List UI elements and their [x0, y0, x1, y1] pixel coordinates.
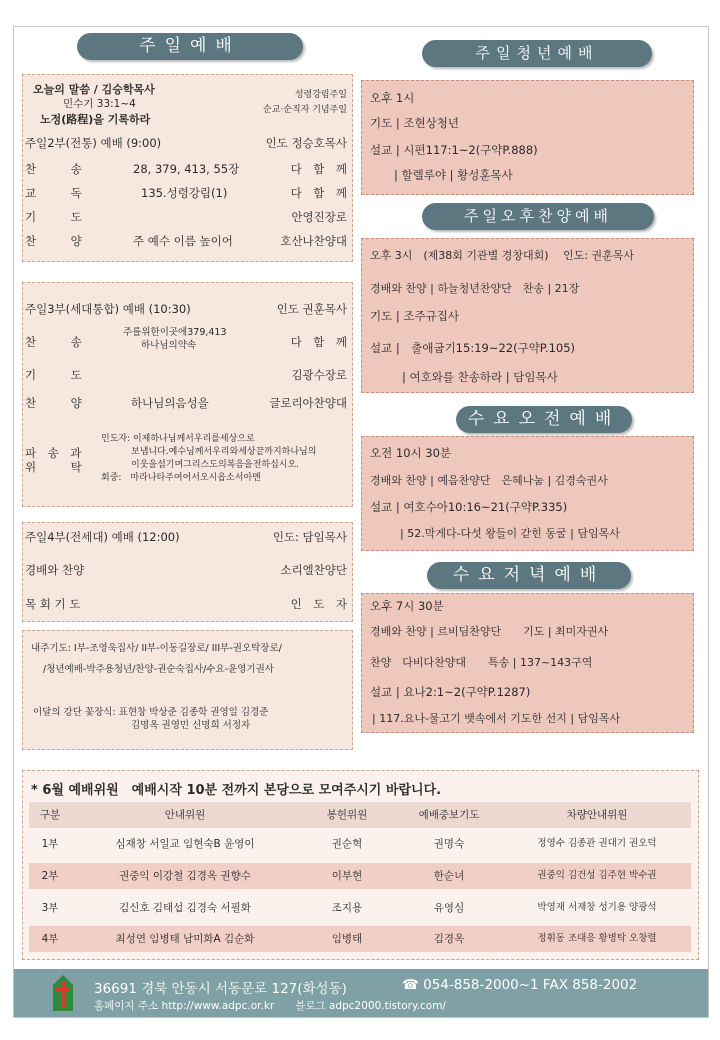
- church-address: 36691 경북 안동시 서동문로 127(화성동): [94, 981, 347, 997]
- wed-evening-line-1: 오후 7시 30분: [370, 599, 444, 613]
- s3-hymn-value-1: 주를위한이곳에379,413: [123, 327, 227, 338]
- table-header: [29, 802, 691, 828]
- prayer-list-2: /청년예배-박주용청년/찬양-권순숙집사/수요-윤영기권사: [43, 664, 274, 675]
- s3-praise-key: 찬 양: [25, 396, 82, 410]
- table-cell: 최성연 임병태 남미화A 김순화: [115, 933, 255, 945]
- wed-morning-line-2: 경배와 찬양 | 예음찬양단 은혜나눔 | 김경숙권사: [370, 474, 608, 487]
- youth-prayer: 기도 | 조현상청년: [370, 116, 459, 130]
- col-header: 안내위원: [164, 809, 206, 821]
- service3-header: 주일3부(세대통합) 예배 (10:30): [25, 302, 191, 316]
- s2-row-right: 다 함 께: [290, 162, 347, 176]
- s3-send-line-2: 보냅니다.예수님께서우리와세상끝까지하나님의: [131, 447, 317, 457]
- s3-send-key-2: 위 탁: [25, 460, 82, 474]
- afternoon-line-1: 오후 3시 (제38회 기관별 경창대회) 인도: 권훈목사: [370, 249, 635, 262]
- wed-morning-box: [361, 436, 694, 551]
- table-row: [29, 863, 691, 889]
- col-header: 봉헌위원: [326, 809, 368, 821]
- s2-row-value: 28, 379, 413, 55장: [133, 162, 240, 176]
- wed-evening-line-5: | 117.요나-물고기 뱃속에서 기도한 선지 | 담임목사: [372, 712, 621, 725]
- s3-send-line-3: 이웃을섬기며그리스도의복음을전하십시오.: [131, 460, 300, 470]
- s2-row-key: 찬 양: [25, 234, 82, 248]
- s2-row-key: 교 독: [25, 186, 82, 200]
- table-cell: 유영심: [433, 902, 465, 914]
- table-row: [29, 831, 691, 857]
- committee-table: [29, 802, 691, 952]
- col-header: 구분: [39, 809, 61, 821]
- s2-row-right: 호산나찬양대: [280, 234, 347, 248]
- table-cell: 1부: [41, 838, 59, 850]
- s3-pray-right: 김광수장로: [291, 368, 347, 382]
- table-cell: 권중익 이강철 김경옥 권향수: [119, 870, 251, 882]
- sermon-scripture: 민수기 33:1~4: [63, 98, 136, 110]
- afternoon-line-4: 설교 | 출애굽기15:19~22(구약P.105): [370, 341, 576, 355]
- table-cell: 박영재 서재창 성기용 양광석: [537, 902, 657, 913]
- afternoon-worship-box: [361, 238, 694, 393]
- s3-hymn-right: 다 함 께: [290, 335, 347, 349]
- table-cell: 2부: [41, 870, 59, 882]
- afternoon-worship-title: 주일오후찬양예배: [422, 203, 654, 230]
- sermon-title: 노정(路程)을 기록하라: [40, 113, 151, 126]
- service3-box: [22, 282, 353, 507]
- church-web[interactable]: 홈페이지 주소 http://www.adpc.or.kr 블로그 adpc2000.tistory.com/: [94, 1000, 446, 1012]
- church-logo-icon: [48, 973, 78, 1013]
- service2-header: 주일2부(전통) 예배 (9:00): [25, 136, 162, 150]
- flower-donors-1: 이달의 강단 꽃장식: 표현창 박상준 김종학 권영일 김경준: [33, 707, 269, 718]
- sunday-name-2: 순교·순직자 기념주일: [263, 105, 347, 115]
- notes-box: [22, 630, 353, 750]
- table-cell: 김경옥: [433, 933, 465, 945]
- s2-row-key: 찬 송: [25, 162, 82, 176]
- afternoon-line-2: 경배와 찬양 | 하늘청년찬양단 찬송 | 21장: [370, 282, 580, 295]
- youth-sermon: 설교 | 시편117:1~2(구약P.888): [370, 143, 538, 157]
- s3-send-line-1: 인도자: 이제하나님께서우리를세상으로: [101, 434, 255, 444]
- s4-row2-right: 인 도 자: [290, 597, 347, 611]
- youth-sermon-title: | 할렐루야 | 황성훈목사: [394, 168, 513, 182]
- table-row: [29, 926, 691, 952]
- table-cell: 심재창 서일교 임현숙B 윤영이: [115, 838, 255, 850]
- prayer-list-1: 내주기도: I부-조영욱집사/ II부-이동길장로/ III부-권오탁장로/: [31, 643, 282, 654]
- youth-time: 오후 1시: [370, 91, 415, 105]
- afternoon-line-3: 기도 | 조주규집사: [370, 309, 459, 323]
- church-phone: ☎ 054-858-2000~1 FAX 858-2002: [402, 977, 638, 993]
- s4-row1-key: 경배와 찬양: [25, 563, 85, 577]
- wed-evening-box: [361, 593, 694, 733]
- table-row: [29, 895, 691, 921]
- s3-praise-value: 하나님의음성을: [131, 396, 209, 410]
- service3-leader: 인도 권훈목사: [276, 302, 347, 316]
- table-cell: 정영수 김종관 권대기 권오덕: [537, 838, 657, 849]
- s2-row-key: 기 도: [25, 210, 82, 224]
- table-cell: 이부현: [331, 870, 363, 882]
- s3-hymn-key: 찬 송: [25, 335, 82, 349]
- table-cell: 권중익 김건성 김주현 박수권: [537, 870, 657, 881]
- wed-evening-title: 수요저녁예배: [427, 562, 631, 589]
- youth-worship-title: 주일청년예배: [422, 40, 652, 67]
- wed-morning-line-3: 설교 | 여호수아10:16~21(구약P.335): [370, 500, 568, 514]
- service4-box: [22, 522, 353, 622]
- wed-morning-line-4: | 52.막게다-다섯 왕들이 갇힌 동굴 | 담임목사: [400, 527, 620, 540]
- table-cell: 임병태: [331, 933, 363, 945]
- wed-evening-line-4: 설교 | 요나2:1~2(구약P.1287): [370, 685, 531, 699]
- s4-row1-right: 소리엘찬양단: [280, 563, 347, 577]
- sunday-name-1: 성령강림주일: [294, 90, 347, 100]
- s2-row-right: 다 함 께: [290, 186, 347, 200]
- sunday-worship-title: 주일예배: [77, 33, 303, 60]
- s2-row-right: 안영진장로: [291, 210, 347, 224]
- table-cell: 4부: [41, 933, 59, 945]
- table-cell: 한순녀: [433, 870, 465, 882]
- table-cell: 조지용: [331, 902, 363, 914]
- s3-praise-right: 글로리아찬양대: [269, 396, 347, 410]
- sermon-intro-box: [22, 74, 353, 262]
- service2-leader: 인도 정승호목사: [265, 136, 347, 150]
- service4-leader: 인도: 담임목사: [272, 530, 347, 544]
- wed-evening-line-3: 찬양 다비다찬양대 특송 | 137~143구역: [370, 656, 593, 669]
- table-cell: 권순혁: [331, 838, 363, 850]
- col-header: 예배중보기도: [418, 809, 480, 821]
- flower-donors-2: 김명옥 권영민 신명희 서정자: [131, 720, 251, 731]
- service4-header: 주일4부(전세대) 예배 (12:00): [25, 530, 180, 544]
- s3-pray-key: 기 도: [25, 368, 82, 382]
- table-cell: 정휘동 조대응 황병탁 오창렬: [537, 933, 657, 944]
- youth-worship-box: [361, 80, 694, 195]
- s2-row-value: 주 예수 이름 높이어: [133, 234, 233, 248]
- wed-morning-line-1: 오전 10시 30분: [370, 446, 452, 460]
- table-cell: 3부: [41, 902, 59, 914]
- afternoon-line-5: | 여호와를 찬송하라 | 담임목사: [402, 370, 558, 384]
- table-cell: 권명숙: [433, 838, 465, 850]
- s2-row-value: 135.성령강림(1): [141, 186, 228, 200]
- s4-row2-key: 목 회 기 도: [25, 597, 81, 611]
- s3-hymn-value-2: 하나님의약속: [141, 340, 197, 351]
- s3-send-line-4: 회중: 마라나타주여어서오시옵소서아멘: [101, 473, 261, 483]
- s3-send-key-1: 파 송 과: [25, 446, 82, 460]
- committee-title: * 6월 예배위원 예배시작 10분 전까지 본당으로 모여주시기 바랍니다.: [31, 783, 442, 798]
- wed-evening-line-2: 경배와 찬양 | 르비딤찬양단 기도 | 최미자권사: [370, 625, 609, 638]
- col-header: 차량안내위원: [566, 809, 628, 821]
- table-cell: 김신호 김태섭 김경숙 서필화: [119, 902, 251, 914]
- footer: [14, 969, 708, 1017]
- sermon-preacher: 오늘의 말씀 / 김승학목사: [33, 83, 155, 96]
- wed-morning-title: 수요오전예배: [456, 406, 632, 433]
